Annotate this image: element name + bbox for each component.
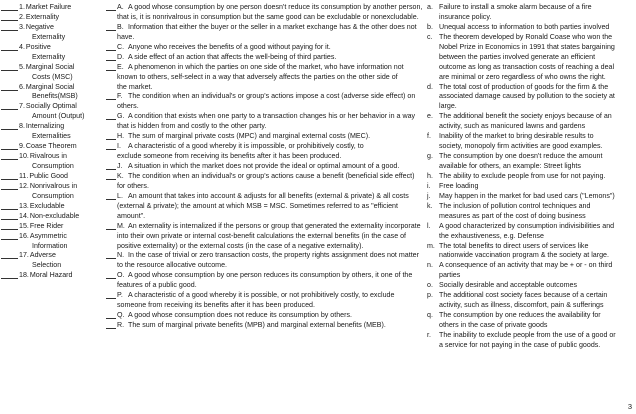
definition-text: A side effect of an action that affects the well-being of third parties. [128,52,337,61]
definition-item-continuation [106,13,422,23]
definition-letter: E. [117,62,124,71]
definition-item-continuation [106,242,422,252]
definition-item [106,271,422,281]
answer-blank[interactable] [1,182,18,190]
option-item [427,172,631,182]
term-item-continuation [1,261,113,271]
term-item [1,172,113,182]
option-item-continuation [427,92,631,102]
term-item-continuation [1,53,113,63]
answer-blank[interactable] [1,222,18,230]
option-item-continuation [427,13,631,23]
option-letter: g. [427,152,433,161]
term-text: Socially Optimal [25,102,77,111]
answer-blank[interactable] [1,122,18,130]
term-number: 3. [19,22,25,31]
answer-blank[interactable] [106,311,116,319]
option-text: The consumption by one reduces the availability for [439,311,601,320]
definition-text: the market. [117,82,153,91]
answer-blank[interactable] [106,271,116,279]
answer-blank[interactable] [106,132,116,140]
option-item [427,331,631,341]
option-text: The total benefits to direct users of services like [439,241,589,250]
answer-blank[interactable] [106,3,116,11]
option-text: May happen in the market for bad used cars ("Lemons") [439,191,615,200]
option-text: Socially desirable and acceptable outcomes [439,281,578,290]
definition-item [106,192,422,202]
definition-text: A characteristic of a good whereby it is possible, or not prohibitively costly, to exclude [128,291,395,300]
option-item-continuation [427,162,631,172]
option-letter: o. [427,281,433,290]
options-column [427,3,631,351]
option-item-continuation [427,142,631,152]
option-text: associated damage caused by pollution to the society at [439,92,615,101]
definition-item-continuation [106,301,422,311]
term-text: Internalizing [25,122,65,131]
term-number: 6. [19,82,25,91]
term-number: 2. [19,12,25,21]
term-text: Marginal Social [25,62,75,71]
definition-item [106,162,422,172]
definition-text: In the case of trivial or zero transaction costs, the property rights assignment does not matter [128,251,419,260]
term-item-continuation [1,73,113,83]
answer-blank[interactable] [1,102,18,110]
answer-blank[interactable] [106,112,116,120]
definition-item [106,291,422,301]
definition-item [106,63,422,73]
definition-text: that is, it is nonrivalrous in consumption but the same good can be excludable or nonexcludable. [117,12,419,21]
definition-letter: D. [117,52,125,61]
answer-blank[interactable] [106,321,116,329]
option-text: measures as part of the cost of doing business [439,211,586,220]
term-item [1,271,113,281]
term-text: Rivalrous in [29,152,67,161]
terms-column [1,3,113,281]
definition-text: A phenomenon in which the parties on one side of the market, who have information not [128,62,404,71]
option-letter: c. [427,32,433,41]
definition-item-continuation [106,102,422,112]
definition-text: An amount that takes into account & adjusts for all benefits (external & private) & all costs [128,191,409,200]
definition-letter: J. [117,162,123,170]
answer-blank[interactable] [106,192,116,200]
definition-letter: G. [117,112,125,121]
definition-text: features of a public good. [117,281,197,290]
option-item [427,152,631,162]
term-number: 16. [19,231,29,240]
term-text: Amount (Output) [32,112,85,121]
option-text: The theorem developed by Ronald Coase who won the [439,32,613,41]
definition-item-continuation [106,212,422,222]
term-item [1,23,113,33]
term-text: Externality [25,12,60,21]
answer-blank[interactable] [106,291,116,299]
option-text: activity, such as manicured lawns and gardens [439,122,586,131]
option-text: activity, such as illness, discomfort, pain & sufferings [439,301,604,310]
term-item [1,222,113,232]
definition-item [106,23,422,33]
definition-item [106,53,422,63]
option-text: parties [439,271,461,280]
definition-text: A good whose consumption by one person reduces its consumption by others, it one of the [128,271,413,280]
option-item [427,182,631,192]
term-text: Externality [32,32,66,41]
definition-text: An externality is internalized if the persons or group that generated the externality incorporate [128,221,421,230]
term-item [1,63,113,73]
answer-blank[interactable] [1,212,18,220]
option-item-continuation [427,122,631,132]
definition-text: A characteristic of a good whereby it is impossible, or prohibitively costly, to [128,142,364,151]
answer-blank[interactable] [1,232,18,240]
term-number: 15. [19,221,29,230]
definition-text: A situation in which the market does not provide the ideal or optimal amount of a good. [128,162,400,170]
option-letter: i. [427,181,431,190]
definition-item [106,172,422,182]
term-number: 4. [19,42,25,51]
term-item [1,202,113,212]
term-text: Market Failure [25,3,72,11]
definition-item [106,92,422,102]
answer-blank[interactable] [1,13,18,21]
answer-blank[interactable] [1,172,18,180]
definition-item-continuation [106,281,422,291]
term-text: Nonrivalrous in [29,181,78,190]
option-item-continuation [427,43,631,53]
definition-item-continuation [106,182,422,192]
definition-text: The condition when an individual's or group's actions impose a cost (adverse side effect) on [128,92,416,101]
definition-item [106,251,422,261]
option-text: The additional benefit the society enjoys because of an [439,112,612,121]
definition-letter: F. [117,92,123,101]
term-item [1,83,113,93]
option-text: The consumption by one doesn't reduce the amount [439,152,603,161]
definition-text: known to others, self-select in a way that adversely affects the parties on the other side of [117,72,398,81]
term-number: 11. [19,171,29,180]
answer-blank[interactable] [1,152,18,160]
option-text: Inability of the market to bring desirable results to [439,132,594,141]
term-item-continuation [1,112,113,122]
option-text: large. [439,102,457,111]
definition-letter: O. [117,271,125,280]
option-item [427,311,631,321]
term-number: 9. [19,142,25,151]
term-text: Coase Theorem [25,142,77,151]
answer-blank[interactable] [1,202,18,210]
option-item-continuation [427,212,631,222]
answer-blank[interactable] [106,251,116,259]
option-text: A good characterized by consumption indivisibilities and [439,221,615,230]
option-item-continuation [427,301,631,311]
answer-blank[interactable] [1,63,18,71]
option-letter: b. [427,22,433,31]
definition-item [106,222,422,232]
option-text: Free loading [439,181,479,190]
definition-text: (external & private); the amount at which MSB = MSC. Sometimes referred to as "efficient [117,201,398,210]
option-item [427,83,631,93]
term-number: 10. [19,152,29,161]
option-item [427,281,631,291]
answer-blank[interactable] [1,83,18,91]
option-item-continuation [427,232,631,242]
definition-item-continuation [106,152,422,162]
option-letter: p. [427,291,433,300]
term-item-continuation [1,92,113,102]
option-text: The inability to exclude people from the use of a good or [439,330,616,339]
option-item [427,132,631,142]
definition-text: The sum of marginal private costs (MPC) and marginal external costs (MEC). [128,132,371,141]
option-item-continuation [427,53,631,63]
option-text: between the parties involved generate an efficient [439,52,596,61]
term-number: 13. [19,201,29,210]
definition-letter: K. [117,171,124,180]
option-letter: f. [427,132,431,141]
definition-item [106,112,422,122]
option-text: A consequence of an activity that may be + or - on third [439,261,613,270]
definition-letter: P. [117,291,123,300]
term-text: Public Good [29,171,68,180]
term-item [1,122,113,132]
definition-text: Anyone who receives the benefits of a good without paying for it. [128,42,331,51]
definition-item [106,43,422,53]
definition-item [106,142,422,152]
answer-blank[interactable] [1,142,18,150]
definition-item-continuation [106,202,422,212]
definition-text: Information that either the buyer or the seller in a market exchange has & the other does not [128,22,417,31]
definition-text: positive externality) or the external costs (in the case of a negative externality). [117,241,364,250]
option-letter: r. [427,330,431,339]
term-text: Information [32,241,68,250]
option-item-continuation [427,102,631,112]
definition-item [106,321,422,331]
term-item-continuation [1,192,113,202]
option-text: available for others, an example: Street lights [439,162,581,170]
definition-text: amount". [117,211,146,220]
term-text: Benefits(MSB) [32,92,78,101]
option-text: nationwide vaccination program & the society at large. [439,251,609,260]
option-letter: n. [427,261,433,270]
option-item [427,3,631,13]
definition-text: A good whose consumption does not reduce its consumption by others. [128,311,352,320]
definition-text: The condition when an individual's or group's actions cause a benefit (beneficial side effect) [128,171,415,180]
term-text: Non-excludable [29,211,80,220]
definition-text: to the resource allocative outcome. [117,261,228,270]
term-text: Positive [25,42,51,51]
option-letter: e. [427,112,433,121]
term-text: Adverse [29,251,56,260]
option-item-continuation [427,271,631,281]
option-text: Unequal access to information to both parties involved [439,22,610,31]
definition-item-continuation [106,73,422,83]
option-letter: h. [427,171,433,180]
definition-text: have. [117,32,135,41]
term-text: Consumption [32,191,74,200]
definition-item-continuation [106,33,422,43]
option-text: Failure to install a smoke alarm because of a fire [439,3,592,11]
answer-blank[interactable] [106,63,116,71]
option-item [427,23,631,33]
term-text: Consumption [32,162,74,170]
option-item [427,112,631,122]
definition-letter: N. [117,251,125,260]
term-number: 5. [19,62,25,71]
definition-letter: B. [117,22,124,31]
definition-text: exclude someone from receiving its benefits after it has been produced. [117,152,342,161]
option-letter: k. [427,201,433,210]
term-text: Externality [32,52,66,61]
definitions-column [106,3,422,331]
definition-letter: R. [117,321,125,329]
answer-blank[interactable] [1,3,18,11]
term-number: 1. [19,3,25,11]
option-text: The ability to exclude people from use for not paying. [439,171,606,180]
option-text: The inclusion of pollution control techniques and [439,201,591,210]
term-item [1,251,113,261]
answer-blank[interactable] [106,162,116,170]
option-item [427,33,631,43]
term-item [1,142,113,152]
option-letter: j. [427,191,431,200]
definition-letter: I. [117,142,121,151]
option-text: insurance policy. [439,12,492,21]
term-text: Marginal Social [25,82,75,91]
term-item [1,13,113,23]
definition-item [106,3,422,13]
answer-blank[interactable] [106,53,116,61]
definition-item [106,132,422,142]
definition-letter: A. [117,3,124,11]
term-text: Asymmetric [29,231,67,240]
term-text: Excludable [29,201,65,210]
definition-letter: C. [117,42,125,51]
definition-text: The sum of marginal private benefits (MPB) and marginal external benefits (MEB). [128,321,386,329]
definition-text: someone from receiving its benefits after it has been produced. [117,301,315,310]
definition-text: into their own private or internal cost-benefit calculations the external benefits (in the case of [117,231,407,240]
option-letter: d. [427,82,433,91]
term-item-continuation [1,242,113,252]
answer-blank[interactable] [106,43,116,51]
option-item [427,261,631,271]
term-text: Externalities [32,132,71,141]
option-item [427,291,631,301]
term-text: Selection [32,261,62,270]
term-number: 14. [19,211,29,220]
option-letter: l. [427,221,431,230]
option-text: are minimal or zero regardless of who owns the right. [439,72,606,81]
answer-blank[interactable] [1,23,18,31]
definition-letter: H. [117,132,125,141]
term-text: Moral Hazard [29,271,73,280]
definition-text: others. [117,102,139,111]
term-item [1,182,113,192]
option-text: The total cost of production of goods for the firm & the [439,82,609,91]
option-item-continuation [427,321,631,331]
option-text: The additional cost society faces because of a certain [439,291,608,300]
option-item [427,242,631,252]
term-text: Free Rider [29,221,64,230]
definition-item-continuation [106,261,422,271]
answer-blank[interactable] [1,251,18,259]
answer-blank[interactable] [1,271,18,279]
definition-letter: Q. [117,311,125,320]
option-item-continuation [427,251,631,261]
definition-item [106,311,422,321]
option-item [427,192,631,202]
term-item-continuation [1,33,113,43]
answer-blank[interactable] [106,172,116,180]
definition-item-continuation [106,232,422,242]
answer-blank[interactable] [1,43,18,51]
option-text: outcome as long as transaction costs of reaching a deal [439,62,615,71]
option-letter: q. [427,311,433,320]
option-item-continuation [427,73,631,83]
answer-blank[interactable] [106,142,116,150]
term-number: 8. [19,122,25,131]
term-text: Negative [25,22,54,31]
term-number: 12. [19,181,29,190]
definition-letter: M. [117,221,125,230]
definition-letter: L. [117,191,123,200]
term-number: 7. [19,102,25,111]
term-item [1,3,113,13]
definition-text: A good whose consumption by one person doesn't reduce its consumption by another person, [128,3,423,11]
term-item [1,152,113,162]
definition-item-continuation [106,83,422,93]
definition-item-continuation [106,122,422,132]
term-text: Costs (MSC) [32,72,73,81]
option-item-continuation [427,341,631,351]
definition-text: for others. [117,181,149,190]
term-item-continuation [1,162,113,172]
definition-text: A condition that exists when one party to a transaction changes his or her behavior in a way [128,112,416,121]
term-number: 17. [19,251,29,260]
option-item [427,222,631,232]
option-item-continuation [427,63,631,73]
definition-text: that is hidden from and costly to the other party. [117,122,267,131]
option-text: society, monopoly firm activities are good examples. [439,142,603,151]
term-item [1,102,113,112]
term-item [1,43,113,53]
answer-blank[interactable] [106,92,116,100]
option-text: the exhaustiveness, e.g. Defense [439,231,544,240]
term-item [1,232,113,242]
option-item [427,202,631,212]
answer-blank[interactable] [106,222,116,230]
option-letter: m. [427,241,435,250]
term-number: 18. [19,271,29,280]
option-text: others in the case of private goods [439,321,548,329]
answer-blank[interactable] [106,23,116,31]
term-item [1,212,113,222]
term-item-continuation [1,132,113,142]
option-letter: a. [427,3,433,11]
page-number: 3 [627,402,632,411]
option-text: a service for not paying in the case of public goods. [439,340,601,349]
option-text: Nobel Prize in Economics in 1991 that states bargaining [439,42,615,51]
